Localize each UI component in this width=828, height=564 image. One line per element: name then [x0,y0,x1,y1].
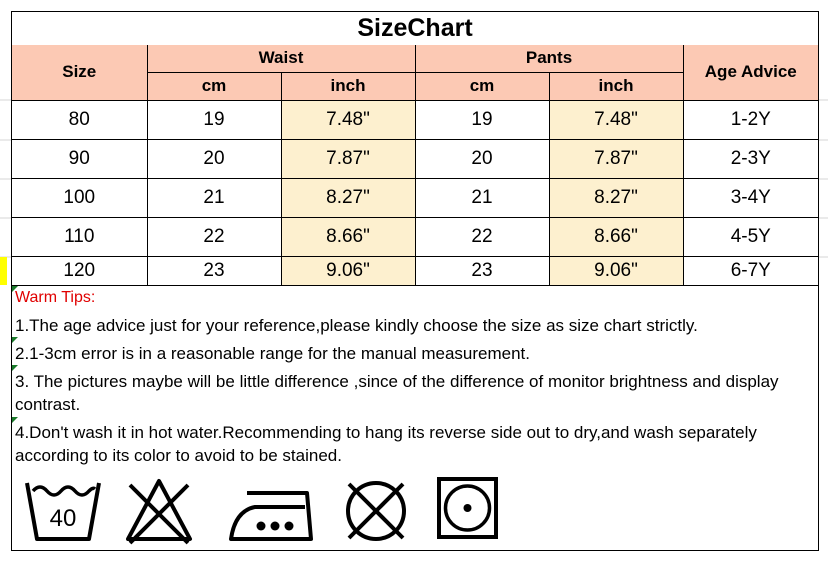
cell-waist-cm: 22 [147,217,281,256]
cell-comment-marker [12,286,18,292]
cell-age: 2-3Y [683,139,818,178]
care-icons [23,475,503,545]
cell-size: 90 [12,139,147,178]
tip-item: 3. The pictures maybe will be little difference ,since of the difference of monitor brightness and display contrast. [15,372,779,414]
iron-medium-icon [227,475,317,545]
wash-temp-label: 40 [49,505,77,532]
cell-comment-marker [12,365,18,371]
warm-tips-heading: Warm Tips: [15,289,96,306]
header-pants-inch: inch [549,72,683,100]
header-age-advice: Age Advice [683,45,818,100]
cell-pants-cm: 22 [415,217,549,256]
cell-waist-cm: 20 [147,139,281,178]
cell-size: 120 [12,256,147,285]
cell-age: 4-5Y [683,217,818,256]
tumble-dry-icon [436,475,500,541]
cell-pants-inch: 8.66" [549,217,683,256]
cell-size: 110 [12,217,147,256]
header-pants-cm: cm [415,72,549,100]
size-table [12,45,818,286]
no-dry-clean-icon [341,475,411,545]
cell-waist-inch: 8.66" [281,217,415,256]
cell-pants-cm: 21 [415,178,549,217]
table-row [12,139,818,178]
cell-waist-inch: 7.48" [281,100,415,139]
table-row [12,217,818,256]
size-chart-sheet [11,11,819,551]
cell-waist-cm: 23 [147,256,281,285]
table-row [12,256,818,285]
header-waist: Waist [147,45,415,72]
tip-item: 1.The age advice just for your reference,please kindly choose the size as size chart strictly. [15,316,698,335]
cell-age: 6-7Y [683,256,818,285]
cell-waist-inch: 8.27" [281,178,415,217]
header-pants: Pants [415,45,683,72]
cell-pants-inch: 7.87" [549,139,683,178]
cell-pants-cm: 20 [415,139,549,178]
warm-tips [15,286,815,467]
header-waist-inch: inch [281,72,415,100]
header-waist-cm: cm [147,72,281,100]
cell-pants-inch: 7.48" [549,100,683,139]
cell-comment-marker [12,337,18,343]
wash-40-icon [23,475,103,545]
cell-size: 100 [12,178,147,217]
table-row [12,178,818,217]
cell-size: 80 [12,100,147,139]
cell-age: 1-2Y [683,100,818,139]
cell-waist-cm: 19 [147,100,281,139]
selection-marker [0,257,7,285]
cell-pants-inch: 9.06" [549,256,683,285]
cell-waist-inch: 7.87" [281,139,415,178]
cell-pants-cm: 19 [415,100,549,139]
header-size: Size [12,45,147,100]
cell-age: 3-4Y [683,178,818,217]
tip-item: 4.Don't wash it in hot water.Recommending to hang its reverse side out to dry,and wash separately according to its color to avoid to be stained. [15,423,757,465]
page-title: SizeChart [12,12,818,46]
cell-comment-marker [12,417,18,423]
no-bleach-icon [124,475,194,545]
cell-pants-inch: 8.27" [549,178,683,217]
cell-waist-inch: 9.06" [281,256,415,285]
table-row [12,100,818,139]
tip-item: 2.1-3cm error is in a reasonable range for the manual measurement. [15,344,530,363]
cell-pants-cm: 23 [415,256,549,285]
cell-waist-cm: 21 [147,178,281,217]
